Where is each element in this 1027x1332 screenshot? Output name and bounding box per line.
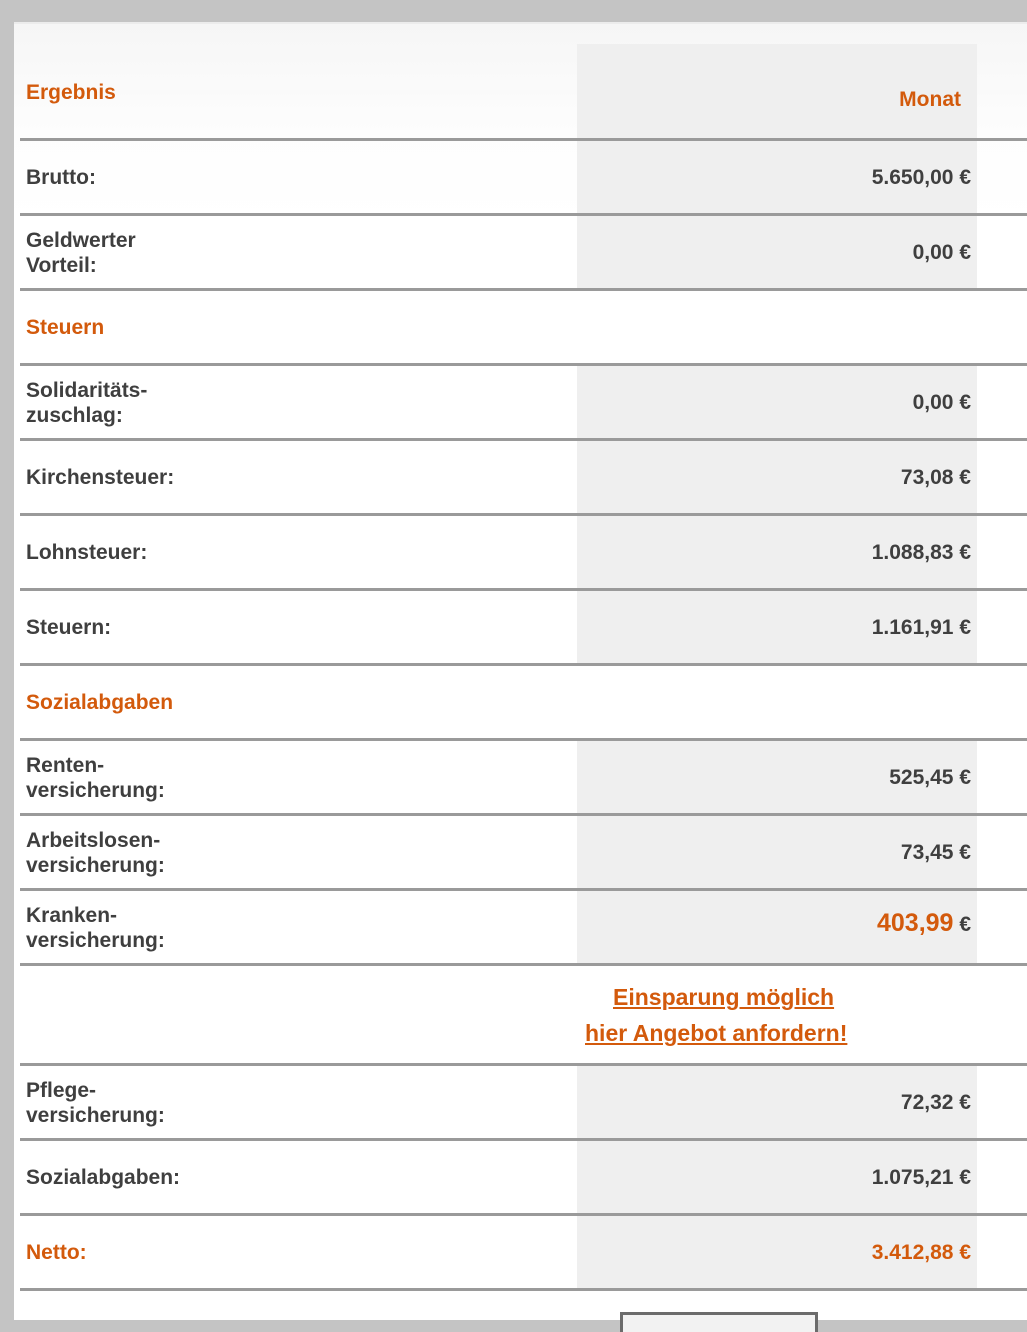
row-lohnsteuer: [20, 516, 1027, 591]
steuern-total-label: Steuern:: [26, 616, 112, 639]
lohnsteuer-value: 1.088,83 €: [871, 541, 971, 564]
sozialabgaben-section-heading: Sozialabgaben: [26, 691, 174, 714]
steuern-total-value: 1.161,91 €: [871, 616, 971, 639]
row-solidaritaetszuschlag: [20, 366, 1027, 441]
steuern-section-heading: Steuern: [26, 316, 105, 339]
sozialabgaben-total-value: 1.075,21 €: [871, 1166, 971, 1189]
netto-label: Netto:: [26, 1241, 87, 1264]
netto-value: 3.412,88 €: [871, 1241, 971, 1264]
kranken-currency: €: [959, 913, 971, 936]
geldwerter-vorteil-label: Geldwerter Vorteil:: [26, 229, 136, 277]
row-rentenversicherung: [20, 741, 1027, 816]
renten-value: 525,45 €: [889, 766, 971, 789]
pflege-label: Pflege- versicherung:: [26, 1079, 165, 1127]
kirchensteuer-label: Kirchensteuer:: [26, 466, 175, 489]
lohnsteuer-label: Lohnsteuer:: [26, 541, 148, 564]
row-geldwerter-vorteil: [20, 216, 1027, 291]
kirchensteuer-value: 73,08 €: [900, 466, 971, 489]
result-card: [14, 22, 1027, 1320]
geldwerter-vorteil-value: 0,00 €: [912, 241, 971, 264]
soli-value: 0,00 €: [912, 391, 971, 414]
brutto-label: Brutto:: [26, 166, 96, 189]
result-heading: Ergebnis: [26, 81, 116, 104]
offer-request-link[interactable]: hier Angebot anfordern!: [585, 1020, 848, 1046]
kranken-amount: 403,99: [877, 909, 954, 937]
soli-label: Solidaritäts- zuschlag:: [26, 379, 148, 427]
arbeitslosen-label: Arbeitslosen- versicherung:: [26, 829, 165, 877]
row-arbeitslosenversicherung: [20, 816, 1027, 891]
savings-link[interactable]: Einsparung möglich: [613, 984, 835, 1010]
row-netto: [20, 1216, 1027, 1291]
section-steuern: [20, 291, 1027, 366]
kranken-label: Kranken- versicherung:: [26, 904, 165, 952]
header-row: [20, 22, 1027, 141]
renten-label: Renten- versicherung:: [26, 754, 165, 802]
arbeitslosen-value: 73,45 €: [900, 841, 971, 864]
row-pflegeversicherung: [20, 1066, 1027, 1141]
brutto-value: 5.650,00 €: [871, 166, 971, 189]
pflege-value: 72,32 €: [900, 1091, 971, 1114]
action-button[interactable]: [620, 1312, 818, 1332]
section-sozialabgaben: [20, 666, 1027, 741]
sozialabgaben-total-label: Sozialabgaben:: [26, 1166, 181, 1189]
row-kirchensteuer: [20, 441, 1027, 516]
month-column-header: Monat: [899, 88, 961, 111]
kranken-value: [877, 911, 971, 937]
promo-row: [20, 966, 1027, 1066]
row-brutto: [20, 141, 1027, 216]
row-sozialabgaben-total: [20, 1141, 1027, 1216]
row-steuern-total: [20, 591, 1027, 666]
row-krankenversicherung: [20, 891, 1027, 966]
